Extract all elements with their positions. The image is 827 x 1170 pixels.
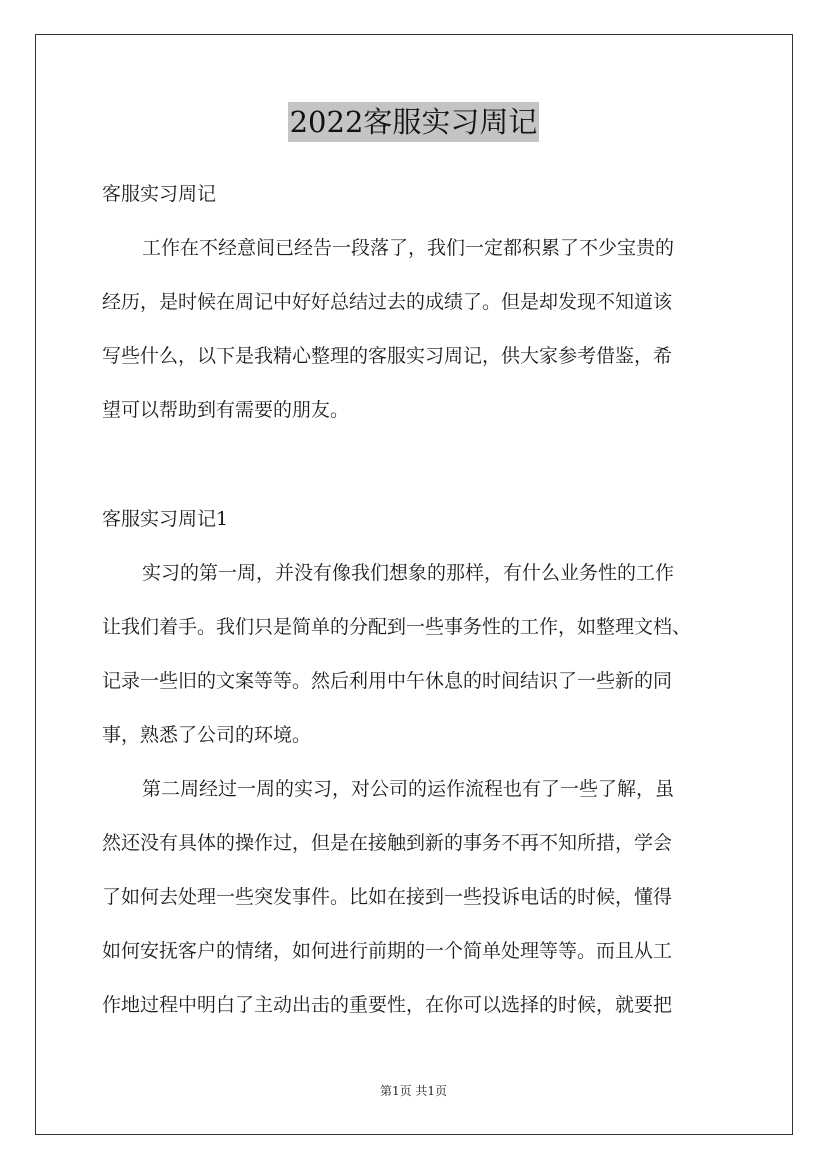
- paragraph-line: 作地过程中明白了主动出击的重要性，在你可以选择的时候，就要把: [102, 994, 673, 1016]
- intro-line: 望可以帮助到有需要的朋友。: [102, 399, 350, 421]
- intro-line: 工作在不经意间已经告一段落了，我们一定都积累了不少宝贵的: [142, 237, 675, 259]
- paragraph-line: 实习的第一周，并没有像我们想象的那样，有什么业务性的工作: [142, 562, 675, 584]
- paragraph-line: 事，熟悉了公司的环境。: [102, 724, 312, 746]
- paragraph-line: 记录一些旧的文案等等。然后利用中午休息的时间结识了一些新的同: [102, 670, 673, 692]
- paragraph-line: 了如何去处理一些突发事件。比如在接到一些投诉电话的时候，懂得: [102, 886, 673, 908]
- paragraph-line: 第二周经过一周的实习，对公司的运作流程也有了一些了解，虽: [142, 778, 675, 800]
- document-title-text: 2022客服实习周记: [288, 102, 540, 142]
- paragraph-line: 如何安抚客户的情绪，如何进行前期的一个简单处理等等。而且从工: [102, 940, 673, 962]
- document-title: [0, 102, 827, 142]
- subtitle: 客服实习周记: [102, 183, 217, 205]
- section-heading: 客服实习周记1: [102, 508, 229, 530]
- intro-line: 写些什么，以下是我精心整理的客服实习周记，供大家参考借鉴，希: [102, 345, 673, 367]
- intro-line: 经历，是时候在周记中好好总结过去的成绩了。但是却发现不知道该: [102, 291, 673, 313]
- paragraph-line: 然还没有具体的操作过，但是在接触到新的事务不再不知所措，学会: [102, 832, 673, 854]
- page-footer: 第1页 共1页: [379, 1084, 448, 1098]
- paragraph-line: 让我们着手。我们只是简单的分配到一些事务性的工作，如整理文档、: [102, 616, 692, 638]
